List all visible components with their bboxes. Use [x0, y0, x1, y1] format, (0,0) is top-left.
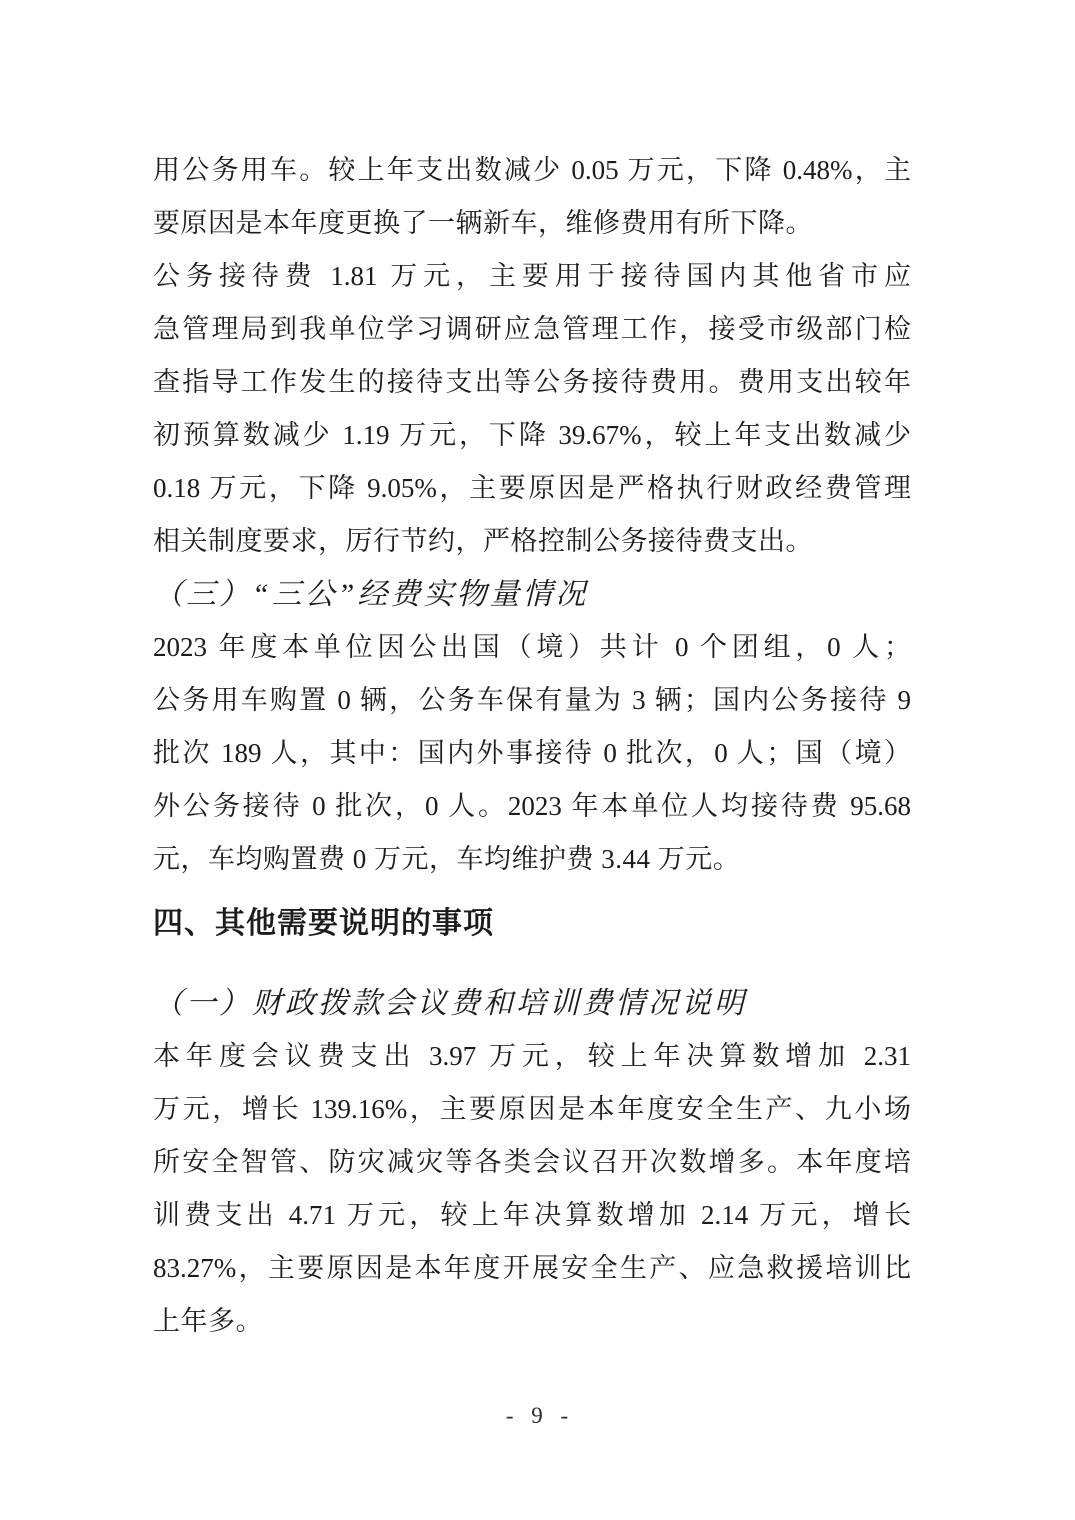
text-line: 用公务用车。较上年支出数减少 0.05 万元，下降 0.48%，主 — [153, 155, 911, 185]
text-line: 万元，增长 139.16%，主要原因是本年度安全生产、九小场 — [153, 1094, 911, 1124]
subsection-heading-three-public-physical: （三）“三公”经费实物量情况 — [153, 578, 589, 611]
text-line: 训费支出 4.71 万元，较上年决算数增加 2.14 万元，增长 — [153, 1200, 911, 1230]
text-line: 0.18 万元，下降 9.05%，主要原因是严格执行财政经费管理 — [153, 473, 911, 503]
subsection-heading-meeting-training-fees: （一）财政拨款会议费和培训费情况说明 — [153, 987, 747, 1020]
document-body — [153, 144, 911, 1348]
text-line: 2023 年度本单位因公出国（境）共计 0 个团组，0 人； — [153, 632, 911, 662]
page-number: - 9 - — [505, 1403, 570, 1428]
text-line: 外公务接待 0 批次，0 人。2023 年本单位人均接待费 95.68 — [153, 791, 911, 821]
text-line: 公务接待费 1.81 万元，主要用于接待国内其他省市应 — [153, 261, 911, 291]
text-line: 上年多。 — [153, 1306, 263, 1336]
text-line: 公务用车购置 0 辆，公务车保有量为 3 辆；国内公务接待 9 — [153, 685, 911, 715]
text-line: 元，车均购置费 0 万元，车均维护费 3.44 万元。 — [153, 844, 741, 874]
text-line: 相关制度要求，厉行节约，严格控制公务接待费支出。 — [153, 526, 813, 556]
text-line: 所安全智管、防灾减灾等各类会议召开次数增多。本年度培 — [153, 1147, 911, 1177]
text-line: 急管理局到我单位学习调研应急管理工作，接受市级部门检 — [153, 314, 911, 344]
text-line: 查指导工作发生的接待支出等公务接待费用。费用支出较年 — [153, 367, 911, 397]
text-line: 初预算数减少 1.19 万元，下降 39.67%，较上年支出数减少 — [153, 420, 911, 450]
section-heading-other-items: 四、其他需要说明的事项 — [153, 907, 494, 940]
text-line: 本年度会议费支出 3.97 万元，较上年决算数增加 2.31 — [153, 1041, 911, 1071]
text-line: 批次 189 人，其中：国内外事接待 0 批次，0 人；国（境） — [153, 738, 911, 768]
text-line: 83.27%，主要原因是本年度开展安全生产、应急救援培训比 — [153, 1253, 911, 1283]
text-line: 要原因是本年度更换了一辆新车，维修费用有所下降。 — [153, 208, 813, 238]
